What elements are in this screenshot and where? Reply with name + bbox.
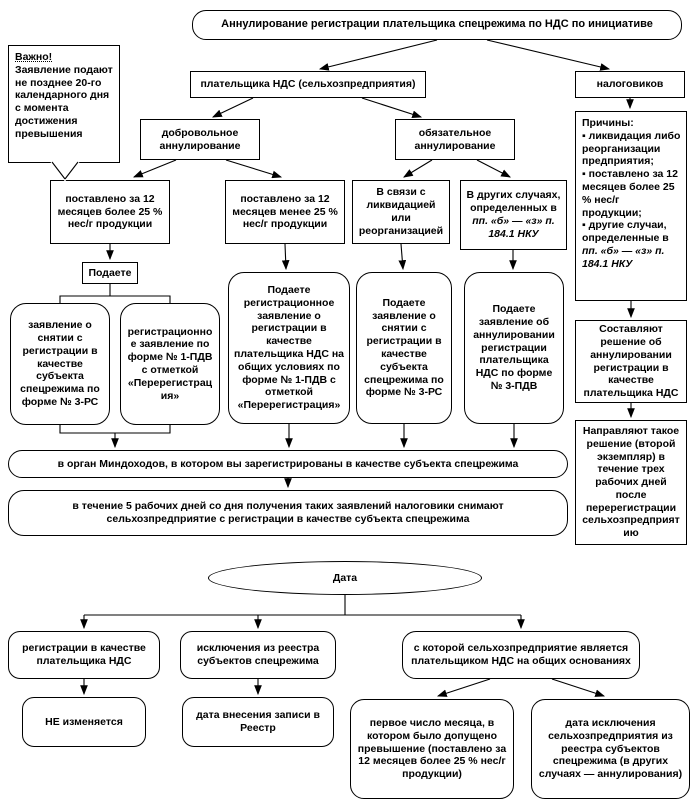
condition-other-cases-ref: пп. «б» — «з» п. 184.1 НКУ [472, 215, 555, 240]
important-note-heading: Важно! [15, 51, 53, 63]
application-withdrawal-3rs-label: заявление о снятии с регистрации в качестве субъекта спецрежима по форме № 3-РС [20, 319, 100, 408]
important-note-body: Заявление подают не позднее 20-го календарного дня с момента достижения превышения [15, 63, 113, 140]
application-withdrawal-full-label: Подаете заявление о снятии с регистрации в качестве субъекта спецрежима по форме № 3-РС [364, 296, 444, 399]
condition-other-cases-box [460, 180, 567, 250]
date-general-exclusion-label: дата исключения сельхозпредприятия из реестра субъектов спецрежима (в других случаях — аннулирования) [538, 717, 683, 781]
date-exclusion-box [180, 631, 336, 679]
date-reg-vat-result-label: НЕ изменяется [45, 715, 123, 728]
tax-reason-item [582, 168, 681, 219]
tax-decision-box [575, 320, 687, 403]
date-general-vat-label: с которой сельхозпредприятие является плательщиком НДС на общих основаниях [411, 642, 631, 667]
tax-reason-text: ликвидация либо реорганизации предприятия; [582, 129, 681, 168]
date-ellipse [208, 561, 482, 595]
date-general-first-box [350, 699, 514, 799]
date-general-vat-box [402, 631, 640, 679]
mandatory-annulment-box [395, 119, 515, 160]
tax-reason-item [582, 219, 681, 270]
tax-reason-text: другие случаи, определенные в [582, 219, 669, 245]
application-reg-1pdv-label: регистрационное заявление по форме № 1-ПДВ с отметкой «Перерегистрация» [127, 325, 213, 402]
callout-tail [51, 161, 79, 180]
submit-to-authority-bar [8, 450, 568, 478]
date-reg-vat-box [8, 631, 160, 679]
condition-other-cases-text: В других случаях, определенных в [466, 189, 561, 215]
condition-other-cases-label [465, 189, 562, 240]
date-general-first-label: первое число месяца, в котором было допущено превышение (поставлено за 12 месяцев более 25 % нес/г продукции) [357, 717, 507, 781]
date-exclusion-label: исключения из реестра субъектов спецрежима [196, 642, 320, 667]
bullet-icon: ▪ [582, 168, 586, 181]
application-reg-general-box [228, 272, 350, 424]
initiator-payer-box [190, 71, 426, 98]
condition-liquidation-label: В связи с ликвидацией или реорганизацией [358, 186, 444, 237]
application-reg-general-label: Подаете регистрационное заявление о регистрации в качестве плательщика НДС на общих условиях по форме № 1-ПДВ с отметкой «Перерегистрация» [233, 284, 345, 412]
important-note-callout [8, 45, 120, 163]
voluntary-annulment-box [140, 119, 260, 160]
condition-under25-label: поставлено за 12 месяцев менее 25 % нес/г продукции [232, 192, 338, 231]
bullet-icon: ▪ [582, 129, 586, 142]
date-exclusion-result-label: дата внесения записи в Реестр [196, 709, 320, 734]
application-withdrawal-3rs-box [10, 303, 110, 425]
mandatory-annulment-label: обязательное аннулирование [414, 126, 496, 152]
chart-title: Аннулирование регистрации плательщика спецрежима по НДС по инициативе [221, 18, 653, 31]
condition-liquidation-box [352, 180, 450, 244]
tax-decision-label: Составляют решение об аннулировании регистрации в качестве плательщика НДС [583, 323, 679, 400]
tax-send-label: Направляют такое решение (второй экземпляр) в течение трех рабочих дней после перерегистрации сельхозпредприятию [582, 424, 680, 540]
application-reg-1pdv-box [120, 303, 220, 425]
tax-reasons-box [575, 111, 687, 301]
tax-reason-item [582, 130, 681, 168]
condition-over25-box [50, 180, 170, 244]
application-annul-3pdv-box [464, 272, 564, 424]
voluntary-annulment-label: добровольное аннулирование [159, 126, 241, 152]
five-days-bar [8, 490, 568, 536]
chart-title-box [192, 10, 682, 40]
initiator-tax-box [575, 71, 685, 98]
initiator-tax-label: налоговиков [596, 78, 664, 91]
tax-send-box [575, 420, 687, 545]
application-annul-3pdv-label: Подаете заявление об аннулировании регистрации плательщика НДС по форме № 3-ПДВ [473, 303, 555, 392]
submit-label: Подаете [88, 266, 132, 279]
condition-under25-box [225, 180, 345, 244]
date-reg-vat-result-box [22, 697, 146, 747]
bullet-icon: ▪ [582, 219, 586, 232]
submit-to-authority-label: в орган Миндоходов, в котором вы зарегистрированы в качестве субъекта спецрежима [57, 457, 519, 470]
date-reg-vat-label: регистрации в качестве плательщика НДС [22, 642, 146, 667]
initiator-payer-label: плательщика НДС (сельхозпредприятия) [200, 78, 416, 91]
date-exclusion-result-box [182, 697, 334, 747]
condition-over25-label: поставлено за 12 месяцев более 25 % нес/г продукции [57, 192, 163, 231]
tax-reasons-heading: Причины: [582, 117, 634, 129]
date-general-exclusion-box [531, 699, 690, 799]
submit-label-box [82, 262, 138, 284]
five-days-label: в течение 5 рабочих дней со дня получения таких заявлений налоговики снимают сельхозпредприятие с регистрации в качестве субъекта спецрежима [72, 500, 504, 525]
tax-reason-ref: пп. «б» — «з» п. 184.1 НКУ [582, 244, 665, 270]
tax-reason-text: поставлено за 12 месяцев более 25 % нес/г продукции; [582, 168, 678, 219]
application-withdrawal-full-box [356, 272, 452, 424]
date-title: Дата [332, 571, 358, 584]
